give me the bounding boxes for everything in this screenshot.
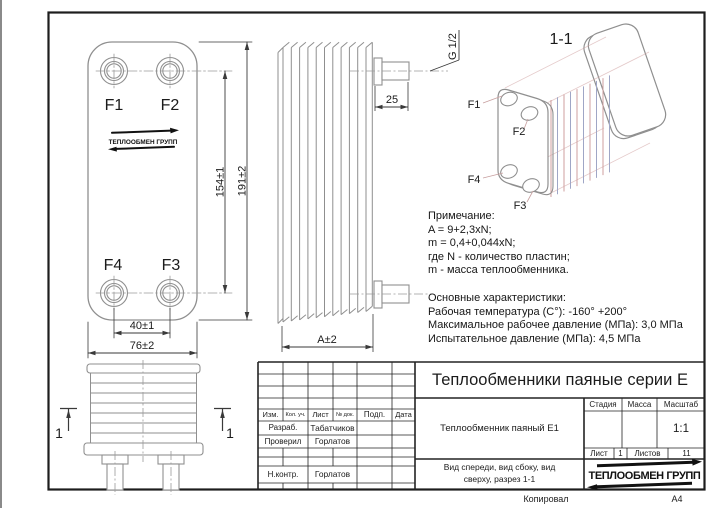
section-label-f4: F4 [467,174,481,186]
top-port [374,58,409,85]
col-header-data: Дата [395,410,412,419]
characteristics-line: Основные характеристики: [428,292,566,304]
sheet-value: 1 [618,449,623,458]
col-header-izm: Изм. [262,410,279,419]
name-proveril: Горлатов [314,436,351,446]
dim-a: А±2 [317,334,337,346]
cut-mark-right: 1 [226,425,234,441]
section-view [468,20,670,212]
section-label-f3: F3 [513,200,527,212]
characteristics-line: Рабочая температура (С°): -160° +200° [428,305,628,318]
section-label-f1: F1 [467,99,481,111]
note-line: m = 0,4+0,044xN; [428,237,516,250]
brand-text-titleblock: ТЕПЛООБМЕН ГРУПП [588,470,701,482]
footer-copied: Копировал [523,494,569,504]
section-cut-arrowheads [66,410,225,419]
series-title: Теплообменники паяные серии Е [432,371,688,389]
col-header-ndok: № док. [336,412,354,418]
thread-callout [430,30,459,71]
name-nkontr: Горлатов [314,469,351,479]
dim-25: 25 [385,94,399,106]
col-header-podp: Подп. [363,410,386,419]
section-cut-marks [60,409,231,432]
section-title: 1-1 [549,31,573,48]
views-desc-line2: сверху, разрез 1-1 [463,474,536,484]
note-line: где N - количество пластин; [428,250,570,263]
doc-name: Теплообменник паяный Е1 [440,423,559,434]
col-header-list: Лист [312,410,329,419]
sheet-label: Лист [590,449,608,458]
bottom-port [374,281,409,308]
cut-mark-left: 1 [55,425,63,441]
characteristics-block [428,292,683,346]
dim-191: 191±2 [236,165,249,197]
plate-outline [88,42,197,320]
section-label-f2: F2 [512,126,526,138]
name-razrab: Табатчиков [310,423,355,433]
plate-stack [278,42,372,323]
port-label-f4: F4 [103,257,123,274]
characteristics-line: Испытательное давление (МПа): 4,5 МПа [428,332,641,345]
brand-text-plate: ТЕПЛООБМЕН ГРУПП [108,138,178,146]
row-label-razrab: Разраб. [268,423,298,432]
row-label-nkontr: Н.контр. [267,470,299,479]
views-desc-line1: Вид спереди, вид сбоку, вид [443,462,556,472]
footer-format: А4 [671,494,683,504]
port-label-f3: F3 [161,257,181,274]
dim-a-lines [282,314,373,352]
sheets-value: 11 [682,449,691,458]
col-scale: Масштаб [663,400,699,409]
row-label-proveril: Проверил [264,437,302,446]
note-line: A = 9+2,3xN; [428,223,492,236]
scale-value: 1:1 [673,423,689,435]
plate-stack-top [91,373,197,444]
notes-block [428,210,570,278]
characteristics-line: Максимальное рабочее давление (МПа): 3,0 МПа [428,319,683,332]
col-mass: Масса [627,400,652,409]
top-view [55,360,234,495]
col-header-kol: Кол. уч. [285,412,306,418]
back-plate [580,20,669,142]
note-line: Примечание: [428,210,495,222]
port-label-f1: F1 [104,97,124,114]
sheets-label: Листов [634,449,661,458]
dim-154: 154±1 [214,166,227,198]
dim-76: 76±2 [129,340,155,352]
thread-label: G 1/2 [447,33,459,60]
front-view [88,42,252,358]
col-stage: Стадия [589,400,617,409]
dim-40: 40±1 [129,320,155,332]
port-label-f2: F2 [160,97,180,114]
note-line: m - масса теплообменника. [428,264,569,277]
